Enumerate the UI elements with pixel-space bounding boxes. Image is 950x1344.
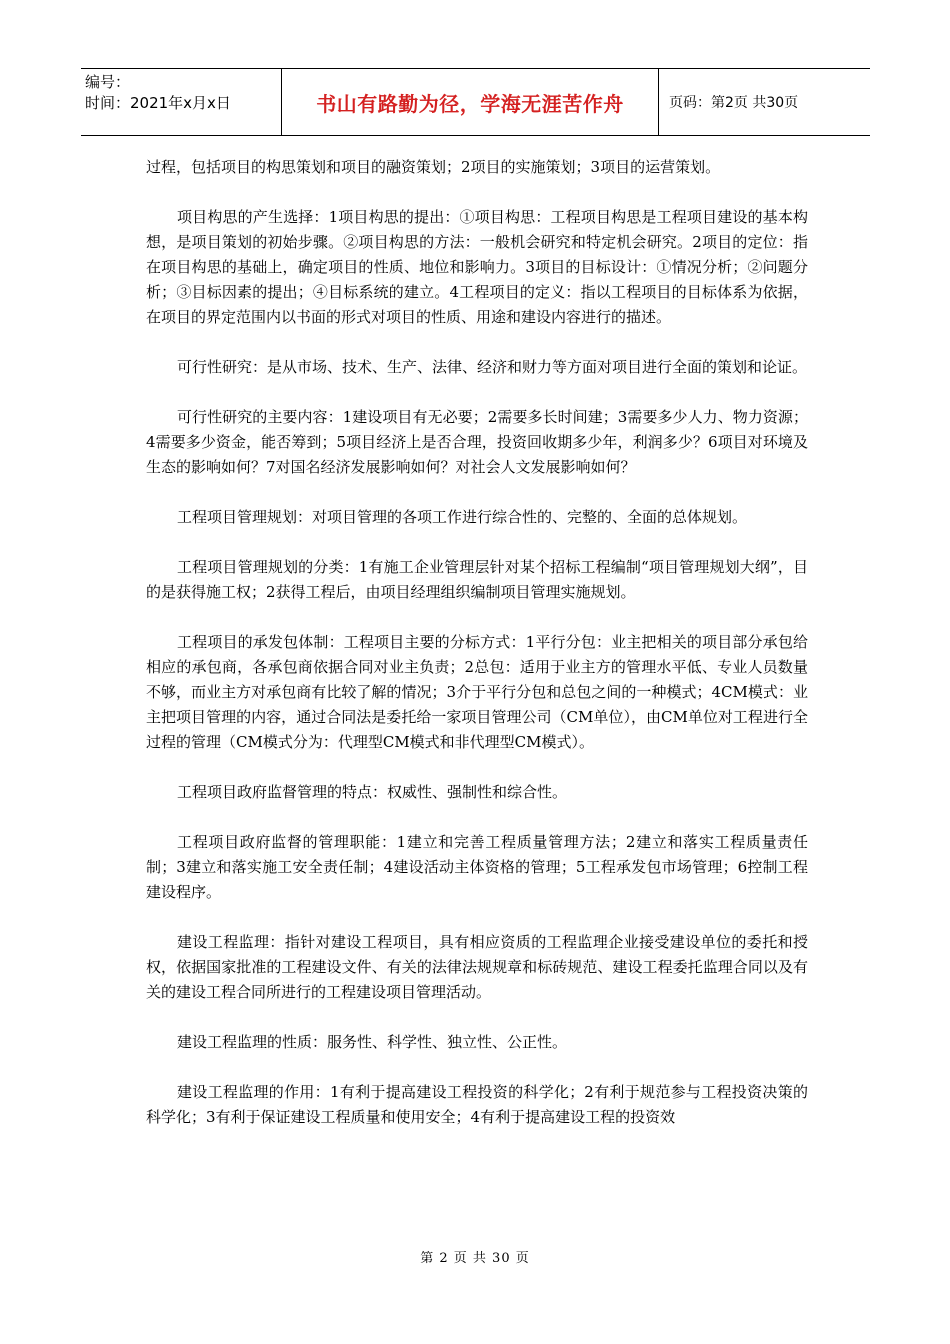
date-line: 时间：2021年x月x日 [85,94,231,112]
body-text [146,155,808,1155]
paragraph: 工程项目政府监督管理的特点：权威性、强制性和综合性。 [177,783,568,801]
header-meta [81,69,282,135]
header-page-info: 页码：第2页 共30页 [669,95,799,111]
code-label: 编号： [85,73,131,91]
paragraph: 可行性研究：是从市场、技术、生产、法律、经济和财力等方面对项目进行全面的策划和论证。 [177,358,808,376]
header-motto: 书山有路勤为径，学海无涯苦作舟 [282,69,659,135]
paragraph: 工程项目政府监督的管理职能：1建立和完善工程质量管理方法；2建立和落实工程质量责任制；3建立和落实施工安全责任制；4建设活动主体资格的管理；5工程承发包市场管理；6控制工程建设程序。 [146,833,808,901]
paragraph: 项目构思的产生选择：1项目构思的提出：①项目构思：工程项目构思是工程项目建设的基本构想，是项目策划的初始步骤。②项目构思的方法：一般机会研究和特定机会研究。2项目的定位：指在项目构思的基础上，确定项目的性质、地位和影响力。3项目的目标设计：①情况分析；②问题分析；③目标因素的提出；④目标系统的建立。4工程项目的定义：指以工程项目的目标体系为依据，在项目的界定范围内以书面的形式对项目的性质、用途和建设内容进行的描述。 [146,208,808,326]
paragraph: 建设工程监理的作用：1有利于提高建设工程投资的科学化；2有利于规范参与工程投资决策的科学化；3有利于保证建设工程质量和使用安全；4有利于提高建设工程的投资效 [146,1083,808,1126]
paragraph: 工程项目的承发包体制：工程项目主要的分标方式：1平行分包：业主把相关的项目部分承包给相应的承包商，各承包商依据合同对业主负责；2总包：适用于业主方的管理水平低、专业人员数量不够，而业主方对承包商有比较了解的情况；3介于平行分包和总包之间的一种模式；4CM模式：业主把项目管理的内容，通过合同法是委托给一家项目管理公司（CM单位），由CM单位对工程进行全过程的管理（CM模式分为：代理型CM模式和非代理型CM模式）。 [146,633,808,751]
paragraph: 建设工程监理的性质：服务性、科学性、独立性、公正性。 [177,1033,568,1051]
page-header [81,68,870,136]
page-footer: 第 2 页 共 30 页 [420,1251,530,1266]
paragraph: 可行性研究的主要内容：1建设项目有无必要；2需要多长时间建；3需要多少人力、物力资源；4需要多少资金，能否筹到；5项目经济上是否合理，投资回收期多少年，利润多少？6项目对环境及生态的影响如何？7对国名经济发展影响如何？对社会人文发展影响如何？ [146,408,808,476]
paragraph: 过程，包括项目的构思策划和项目的融资策划；2项目的实施策划；3项目的运营策划。 [146,158,721,176]
paragraph: 工程项目管理规划：对项目管理的各项工作进行综合性的、完整的、全面的总体规划。 [177,508,748,526]
paragraph: 建设工程监理：指针对建设工程项目，具有相应资质的工程监理企业接受建设单位的委托和授权，依据国家批准的工程建设文件、有关的法律法规规章和标砖规范、建设工程委托监理合同以及有关的建设工程合同所进行的工程建设项目管理活动。 [146,933,808,1001]
paragraph: 工程项目管理规划的分类：1有施工企业管理层针对某个招标工程编制“项目管理规划大纲”，目的是获得施工权；2获得工程后，由项目经理组织编制项目管理实施规划。 [146,558,808,601]
